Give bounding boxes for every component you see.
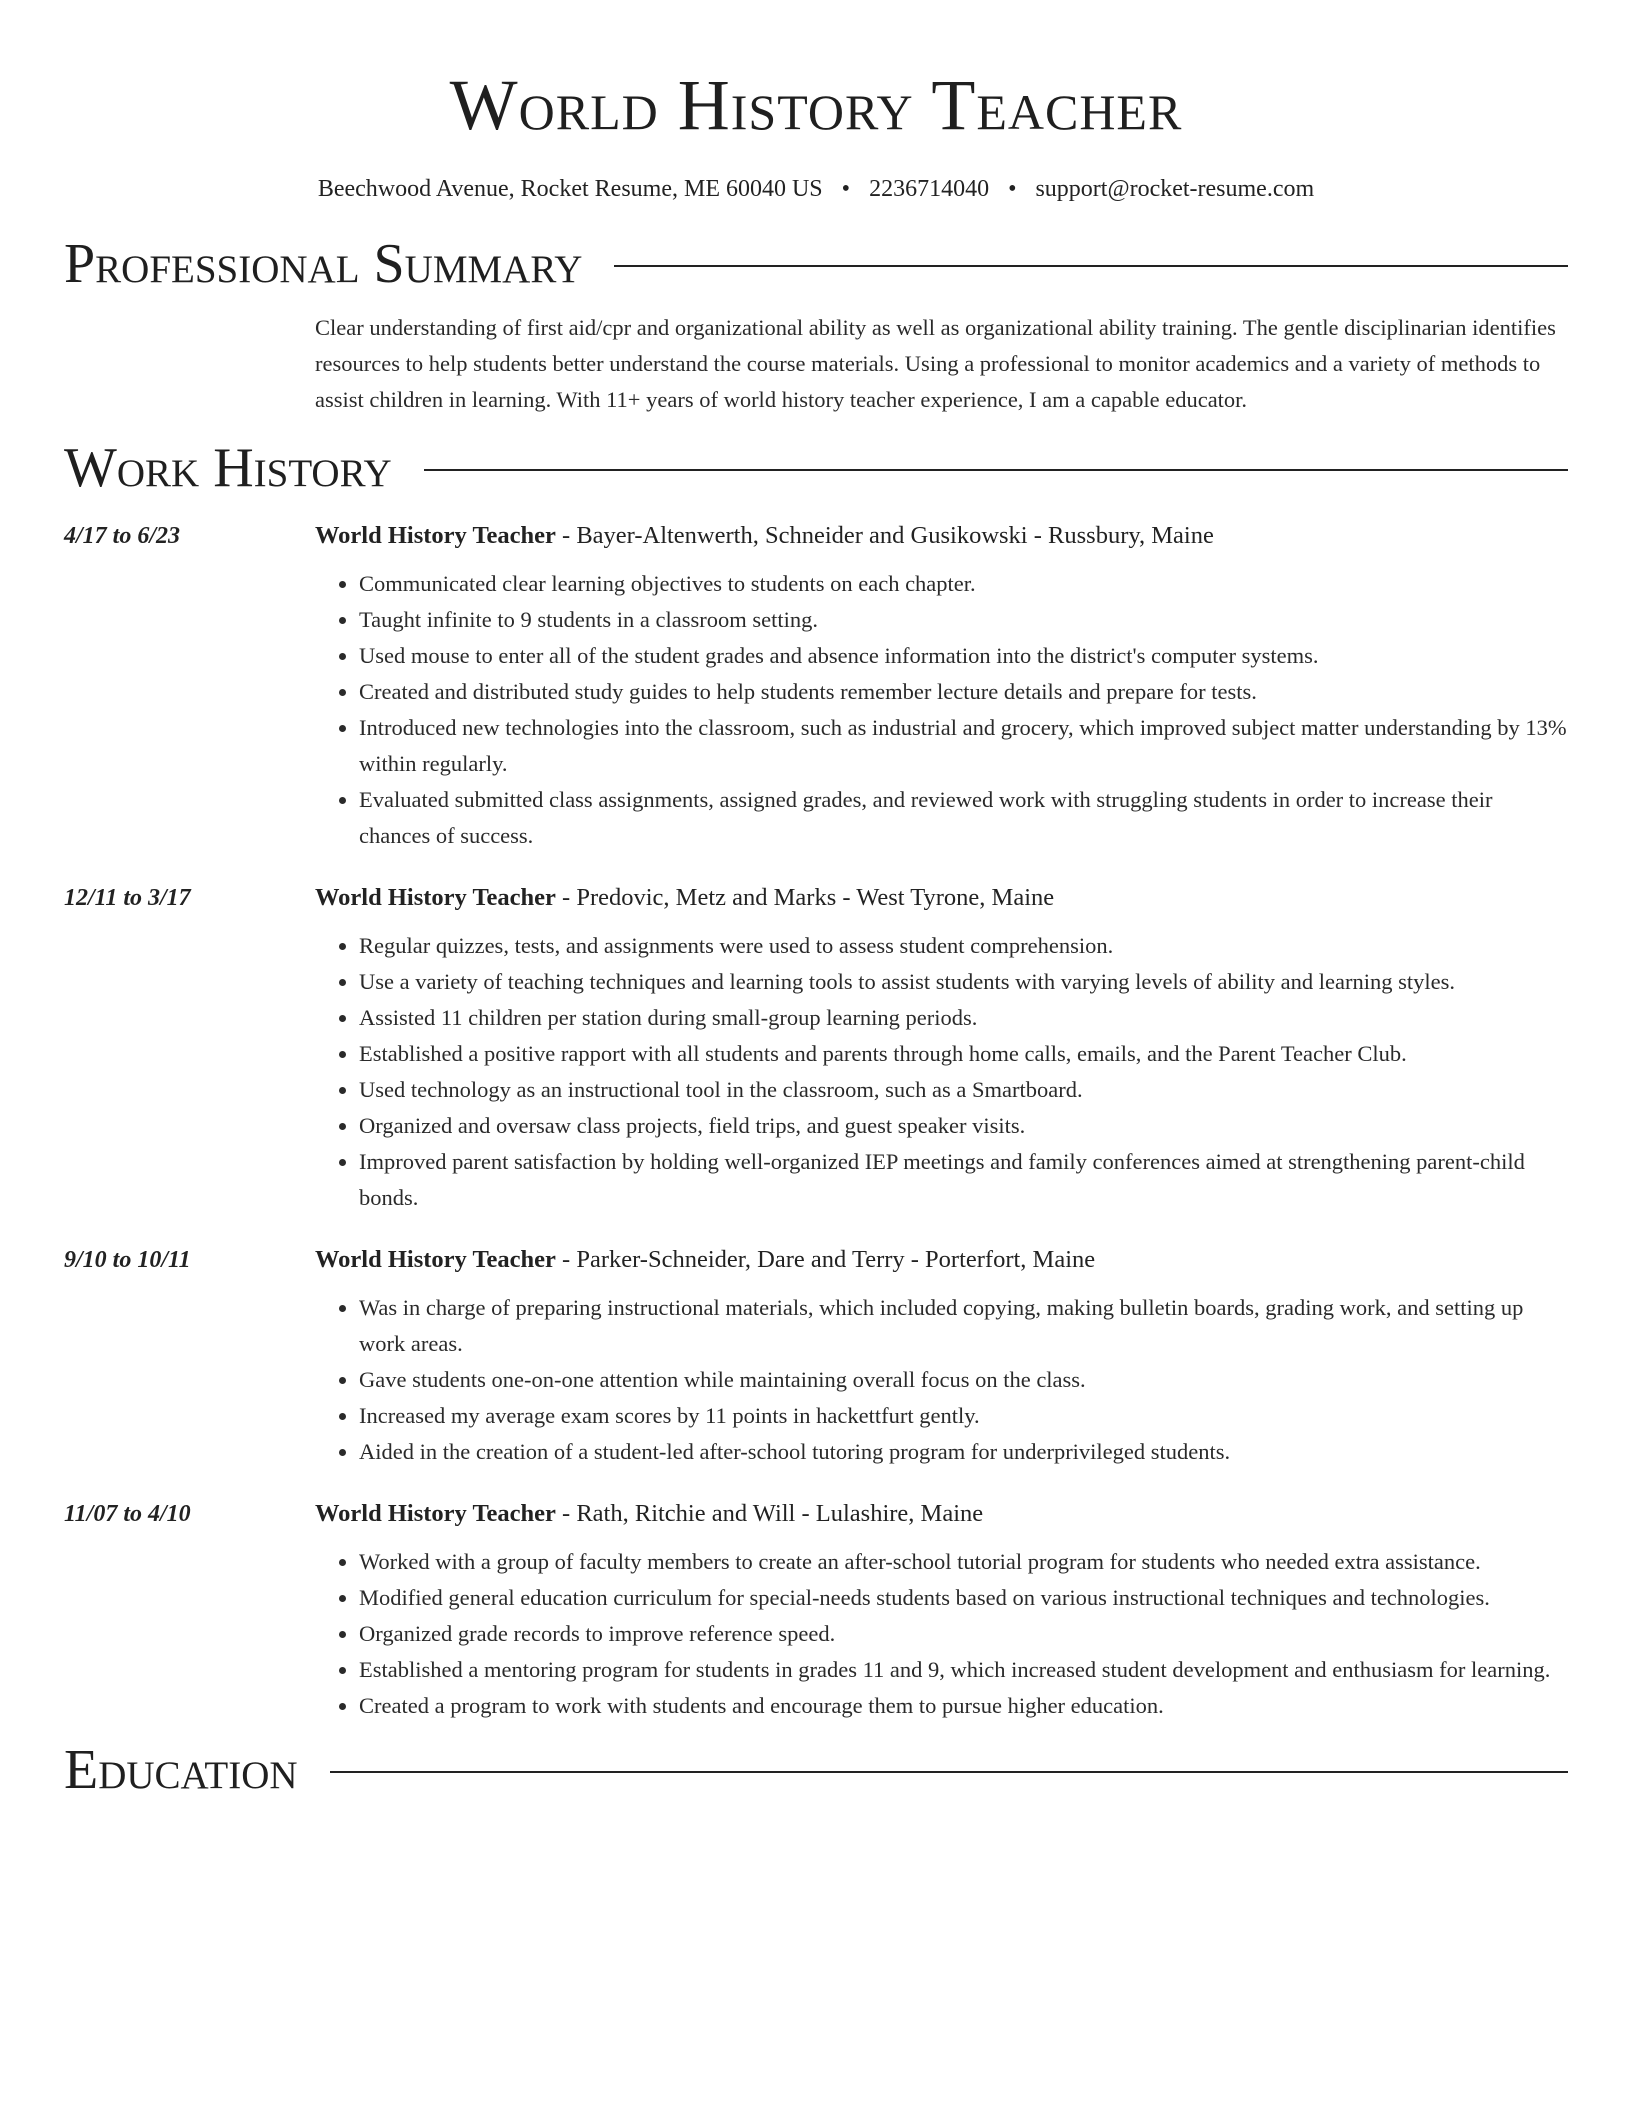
section-divider xyxy=(614,265,1568,267)
job-body xyxy=(315,518,1568,854)
job-bullet: • Improved parent satisfaction by holding well-organized IEP meetings and family conferences aimed at strengthening parent-child bonds. xyxy=(359,1144,1568,1216)
job-entry xyxy=(64,518,1568,854)
contact-phone: 2236714040 xyxy=(869,176,990,202)
job-details: - Predovic, Metz and Marks - West Tyrone, Maine xyxy=(555,884,1055,911)
job-bullet: • Introduced new technologies into the classroom, such as industrial and grocery, which improved subject matter understanding by 13% within regularly. xyxy=(359,710,1568,782)
job-bullet: • Was in charge of preparing instructional materials, which included copying, making bulletin boards, grading work, and setting up work areas. xyxy=(359,1290,1568,1362)
job-bullets xyxy=(315,1544,1568,1724)
job-bullets xyxy=(315,1290,1568,1470)
job-details: - Bayer-Altenwerth, Schneider and Gusikowski - Russbury, Maine xyxy=(555,522,1214,549)
summary-section-header xyxy=(64,228,1568,300)
job-entry xyxy=(64,1242,1568,1470)
job-title: World History Teacher xyxy=(315,884,556,911)
job-bullet: • Created and distributed study guides to help students remember lecture details and prepare for tests. xyxy=(359,674,1568,710)
job-bullet: • Assisted 11 children per station during small-group learning periods. xyxy=(359,1000,1568,1036)
job-title: World History Teacher xyxy=(315,1246,556,1273)
summary-heading: Professional Summary xyxy=(64,233,583,295)
job-dates: 9/10 to 10/11 xyxy=(64,1247,191,1273)
job-bullet: • Communicated clear learning objectives to students on each chapter. xyxy=(359,566,1568,602)
job-bullet: • Modified general education curriculum for special-needs students based on various instructional techniques and technologies. xyxy=(359,1580,1568,1616)
job-bullet: • Established a positive rapport with all students and parents through home calls, emails, and the Parent Teacher Club. xyxy=(359,1036,1568,1072)
job-bullet: • Established a mentoring program for students in grades 11 and 9, which increased student development and enthusiasm for learning. xyxy=(359,1652,1568,1688)
contact-separator: • xyxy=(841,176,851,202)
job-bullet: • Increased my average exam scores by 11 points in hackettfurt gently. xyxy=(359,1398,1568,1434)
job-dates: 11/07 to 4/10 xyxy=(64,1501,191,1527)
section-divider xyxy=(424,469,1568,471)
job-bullet: • Gave students one-on-one attention while maintaining overall focus on the class. xyxy=(359,1362,1568,1398)
resume-title: World History Teacher xyxy=(449,65,1183,145)
job-header xyxy=(315,518,1568,554)
work-history-list xyxy=(64,518,1568,1724)
work-section-header xyxy=(64,432,1568,504)
job-header xyxy=(315,1242,1568,1278)
work-heading: Work History xyxy=(64,437,392,499)
job-body xyxy=(315,1496,1568,1724)
job-title: World History Teacher xyxy=(315,1500,556,1527)
contact-email: support@rocket-resume.com xyxy=(1035,176,1315,202)
education-section-header xyxy=(64,1734,1568,1806)
job-header xyxy=(315,880,1568,916)
job-header xyxy=(315,1496,1568,1532)
job-bullet: • Used technology as an instructional tool in the classroom, such as a Smartboard. xyxy=(359,1072,1568,1108)
job-bullets xyxy=(315,566,1568,854)
job-bullet: • Organized grade records to improve reference speed. xyxy=(359,1616,1568,1652)
job-bullet: • Aided in the creation of a student-led after-school tutoring program for underprivileged students. xyxy=(359,1434,1568,1470)
education-heading: Education xyxy=(64,1739,298,1801)
job-bullet: • Used mouse to enter all of the student grades and absence information into the district's computer systems. xyxy=(359,638,1568,674)
job-bullet: • Regular quizzes, tests, and assignments were used to assess student comprehension. xyxy=(359,928,1568,964)
job-bullet: • Taught infinite to 9 students in a classroom setting. xyxy=(359,602,1568,638)
summary-text: Clear understanding of first aid/cpr and organizational ability as well as organizational ability training. The gentle disciplinarian identifies resources to help students better understand the course materials. Using a professional to monitor academics and a variety of methods to assist children in learning. With 11+ years of world history teacher experience, I am a capable educator. xyxy=(315,315,1556,412)
job-bullet: • Use a variety of teaching techniques and learning tools to assist students with varying levels of ability and learning styles. xyxy=(359,964,1568,1000)
job-details: - Parker-Schneider, Dare and Terry - Porterfort, Maine xyxy=(555,1246,1096,1273)
job-dates: 12/11 to 3/17 xyxy=(64,885,191,911)
contact-line xyxy=(64,172,1568,206)
job-bullet: • Worked with a group of faculty members to create an after-school tutorial program for students who needed extra assistance. xyxy=(359,1544,1568,1580)
job-details: - Rath, Ritchie and Will - Lulashire, Maine xyxy=(555,1500,984,1527)
job-bullet: • Organized and oversaw class projects, field trips, and guest speaker visits. xyxy=(359,1108,1568,1144)
job-title: World History Teacher xyxy=(315,522,556,549)
job-body xyxy=(315,1242,1568,1470)
job-bullet: • Created a program to work with students and encourage them to pursue higher education. xyxy=(359,1688,1568,1724)
job-entry xyxy=(64,880,1568,1216)
contact-separator: • xyxy=(1008,176,1017,202)
job-body xyxy=(315,880,1568,1216)
job-dates: 4/17 to 6/23 xyxy=(64,523,181,549)
job-entry xyxy=(64,1496,1568,1724)
contact-address: Beechwood Avenue, Rocket Resume, ME 60040 US xyxy=(317,176,823,202)
resume-page xyxy=(64,0,1568,1806)
section-divider xyxy=(330,1771,1568,1773)
job-bullets xyxy=(315,928,1568,1216)
job-bullet: • Evaluated submitted class assignments, assigned grades, and reviewed work with struggling students in order to increase their chances of success. xyxy=(359,782,1568,854)
